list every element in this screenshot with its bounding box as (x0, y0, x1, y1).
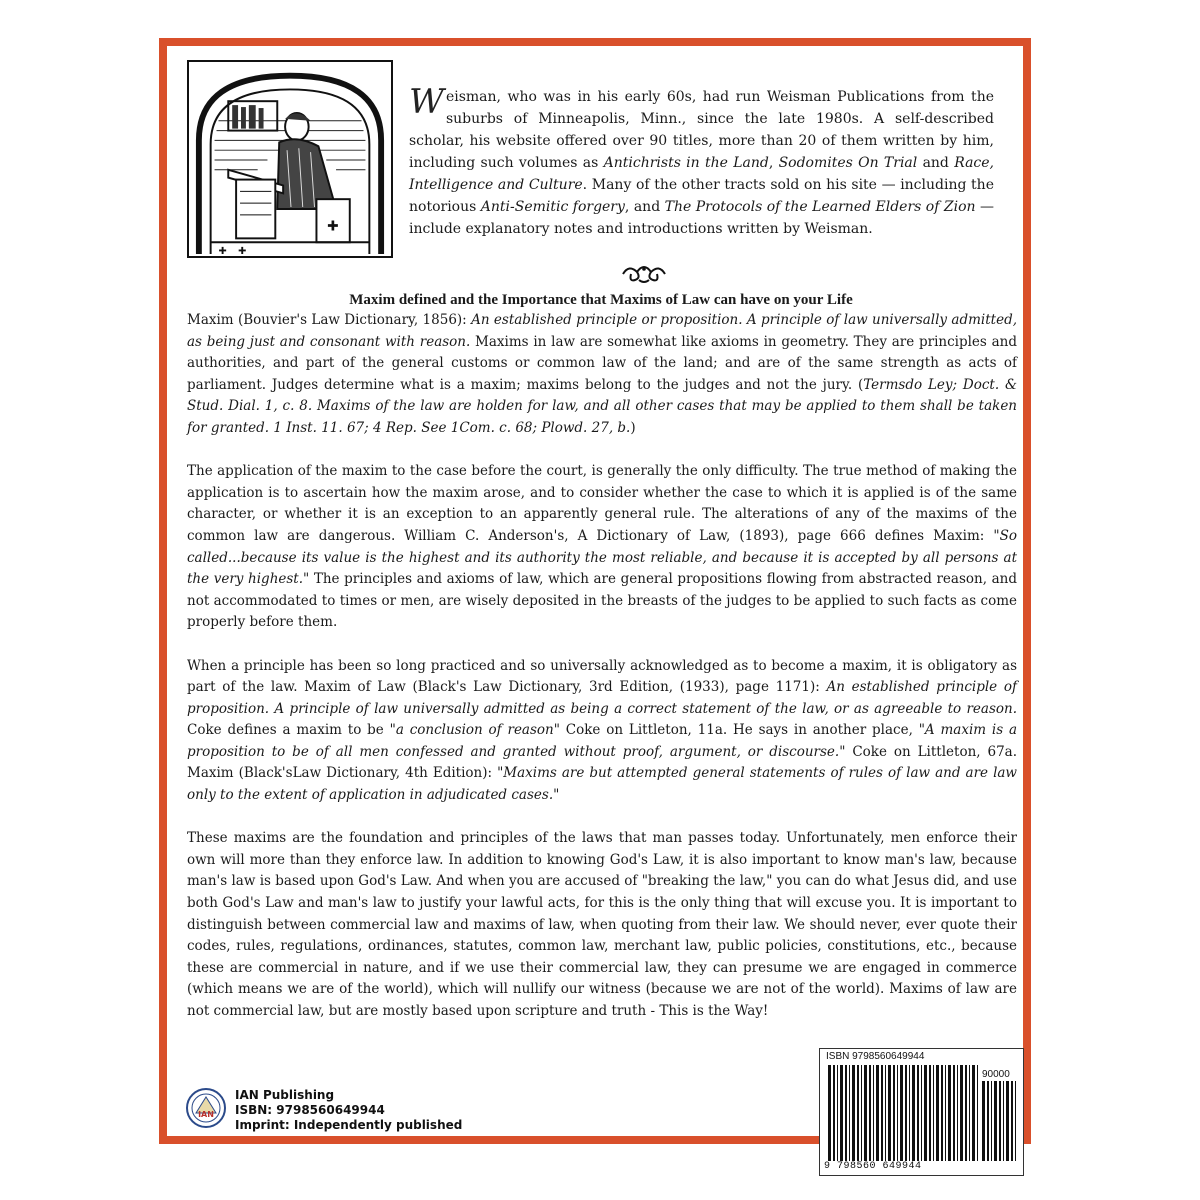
intro-text-segment: , (768, 155, 779, 171)
barcode-addon-bars (982, 1081, 1018, 1161)
scholar-woodcut-illustration (187, 60, 393, 258)
intro-text-segment: Anti-Semitic forgery (480, 199, 625, 215)
publisher-lines (235, 1088, 462, 1133)
publisher-name: IAN Publishing (235, 1088, 335, 1102)
svg-text:✚: ✚ (218, 246, 227, 256)
barcode-bar (876, 1065, 879, 1161)
intro-text-segment: . Many of the other tracts sold on his site — including the notorious (409, 177, 994, 215)
svg-text:✚: ✚ (238, 246, 247, 256)
barcode-bar (833, 1065, 835, 1161)
body-paragraph-segment: a conclusion of reason (395, 722, 554, 739)
barcode-bar (948, 1065, 951, 1161)
body-paragraph-segment: " Coke on Littleton, 11a. He says in another place, " (553, 722, 925, 739)
barcode-bar (837, 1065, 838, 1161)
body-paragraph (187, 656, 1017, 807)
barcode-bar (900, 1065, 903, 1161)
body-paragraph-segment: An established principle or proposition. A principle of law universally admitted, as being just and consonant with reason. (187, 312, 1018, 350)
barcode-bar (933, 1065, 934, 1161)
intro-text-segment: — include explanatory notes and introductions written by Weisman. (409, 199, 994, 237)
barcode-bar (1003, 1081, 1004, 1161)
body-paragraph-segment: Coke defines a maxim to be " (187, 722, 396, 739)
body-paragraph-segment: Maxims in law are somewhat like axioms in geometry. They are principles and authorities, and part of the general customs or common law of the land; and are of the same strength as acts of parliament. Judges determine what is a maxim; maxims belong to the judges and not the jury. ( (187, 333, 1017, 393)
barcode-bar (929, 1065, 931, 1161)
barcode-bar (840, 1065, 843, 1161)
intro-text-segment: and (917, 155, 955, 171)
publisher-isbn: ISBN: 9798560649944 (235, 1103, 385, 1117)
barcode-bar (965, 1065, 967, 1161)
barcode-bar (991, 1081, 992, 1161)
isbn-barcode (819, 1048, 1024, 1176)
barcode-bar (852, 1065, 855, 1161)
body-paragraph-segment: An established principle of proposition. A principle of law universally admitted as being a correct statement of the law, or as agreeable to reason. (187, 679, 1017, 717)
barcode-bar (924, 1065, 927, 1161)
barcode-bar (893, 1065, 895, 1161)
body-paragraph-segment: Maxim (Bouvier's Law Dictionary, 1856): (187, 312, 472, 328)
body-paragraph-segment: Termsdo Ley; Doct. & Stud. Dial. 1, c. 8. Maxims of the law are holden for law, and all other cases that may be applied to them shall be taken for granted. 1 Inst. 11. 67; 4 Rep. See 1Com. c. 68; Plowd. 27, b. (187, 376, 1017, 436)
svg-text:✚: ✚ (327, 218, 339, 235)
intro-text-segment: Sodomites On Trial (778, 155, 918, 171)
intro-text-segment: Race, Intelligence and Culture (409, 155, 994, 193)
intro-paragraph (409, 82, 994, 240)
intro-text-segment: The Protocols of the Learned Elders of Zion (664, 199, 976, 215)
body-paragraph (187, 828, 1017, 1022)
barcode-isbn-label: ISBN 9798560649944 (826, 1051, 925, 1062)
body-paragraph-segment: Maxims are but attempted general statements of rules of law and are law only to the extent of application in adjudicated cases. (187, 765, 1017, 804)
publisher-logo-text: IAN (198, 1110, 214, 1119)
barcode-bar (921, 1065, 922, 1161)
barcode-bar (912, 1065, 915, 1161)
barcode-bar (957, 1065, 958, 1161)
barcode-bar (917, 1065, 919, 1161)
barcode-bar (960, 1065, 963, 1161)
intro-text (409, 82, 994, 237)
publisher-seal-logo-icon (185, 1087, 227, 1129)
barcode-bar (1011, 1081, 1013, 1161)
barcode-bar (969, 1065, 970, 1161)
body-paragraph-segment: So called...because its value is the highest and its authority the most reliable, and because it is accepted by all persons at the very highest. (187, 527, 1017, 588)
body-paragraph-segment: The application of the maxim to the case before the court, is generally the only difficulty. The true method of making the application is to ascertain how the maxim arose, and to consider whether the case to which it is applied is of the same character, or whether it is an exception to an apparently general rule. The alterations of any of the maxims of the common law are dangerous. William C. Anderson's, A Dictionary of Law, (1893), page 666 defines Maxim: " (187, 463, 1017, 544)
body-paragraph-segment: A maxim is a proposition to be of all men confessed and granted without proof, argument, or discourse. (187, 722, 1017, 760)
book-back-cover (159, 38, 1031, 1172)
barcode-bar (941, 1065, 943, 1161)
barcode-bar (828, 1065, 831, 1161)
fleuron-ornament-icon (619, 260, 669, 286)
barcode-bar (953, 1065, 955, 1161)
barcode-bar (897, 1065, 898, 1161)
body-paragraph-segment: ) (630, 419, 636, 436)
barcode-bar (864, 1065, 867, 1161)
intro-text-segment: , and (624, 199, 665, 215)
barcode-bar (1006, 1081, 1009, 1161)
barcode-bar (857, 1065, 859, 1161)
barcode-bar (1015, 1081, 1016, 1161)
publisher-imprint: Imprint: Independently published (235, 1118, 463, 1132)
barcode-bar (885, 1065, 886, 1161)
barcode-bar (905, 1065, 907, 1161)
barcode-bar (982, 1081, 985, 1161)
body-paragraph-segment: When a principle has been so long practiced and so universally acknowledged as to become a maxim, it is obligatory as part of the law. Maxim of Law (Black's Law Dictionary, 3rd Edition, (1933), page 1171): (187, 657, 1017, 696)
barcode-bar (999, 1081, 1001, 1161)
barcode-bars (828, 1065, 978, 1161)
barcode-bar (945, 1065, 946, 1161)
publisher-block (185, 1084, 475, 1140)
barcode-bar (994, 1081, 997, 1161)
barcode-bar (873, 1065, 874, 1161)
barcode-bar (849, 1065, 850, 1161)
barcode-bar (845, 1065, 847, 1161)
body-paragraph-segment: " Coke on Littleton, 67a. Maxim (Black'sLaw Dictionary, 4th Edition): " (187, 743, 1017, 782)
barcode-digits: 9 798560 649944 (824, 1161, 922, 1172)
intro-text-segment: Antichrists in the Land (603, 155, 769, 171)
barcode-bar (987, 1081, 989, 1161)
body-paragraph (187, 461, 1017, 634)
barcode-bar (977, 1065, 978, 1161)
body-paragraph-segment: These maxims are the foundation and principles of the laws that man passes today. Unfortunately, men enforce their own will more than they enforce law. In addition to knowing God's Law, it is also important to know man's law, because man's law is based upon God's Law. And when you are accused of "breaking the law," you can do what Jesus did, and use both God's Law and man's law to justify your lawful acts, for this is the only thing that will excuse you. It is important to distinguish between commercial law and maxims of law, when quoting from their law. We should never, ever quote their codes, rules, regulations, ordinances, statutes, common law, merchant law, public policies, constitutions, etc., because these are commercial in nature, and if we use their commercial law, they can presume we are engaged in commerce (which means we are of the world), which will nullify our witness (because we are not of the world). Maxims of law are not commercial law, but are mostly based upon scripture and truth - This is the Way! (187, 830, 1017, 1019)
woodcut-icon (189, 62, 391, 256)
barcode-bar (936, 1065, 939, 1161)
barcode-bar (888, 1065, 891, 1161)
body-paragraph-segment: " (553, 787, 560, 804)
drop-cap: W (409, 82, 444, 122)
barcode-bar (869, 1065, 871, 1161)
body-paragraph-segment: " The principles and axioms of law, which are general propositions flowing from abstracted reason, and not accommodated to times or men, are wisely deposited in the breasts of the judges to be applied to such facts as come properly before them. (187, 571, 1017, 631)
body-paragraph (187, 310, 1017, 440)
barcode-bar (861, 1065, 862, 1161)
barcode-bar (972, 1065, 975, 1161)
barcode-bar (881, 1065, 883, 1161)
body-text (187, 310, 1017, 1044)
barcode-bar (909, 1065, 910, 1161)
barcode-price-code: 90000 (982, 1069, 1010, 1080)
section-heading: Maxim defined and the Importance that Maxims of Law can have on your Life (349, 292, 853, 308)
intro-text-segment: eisman, who was in his early 60s, had run Weisman Publications from the suburbs of Minneapolis, Minn., since the late 1980s. A self-described scholar, his website offered over 90 titles, more than 20 of them written by him, including such volumes as (409, 89, 994, 171)
